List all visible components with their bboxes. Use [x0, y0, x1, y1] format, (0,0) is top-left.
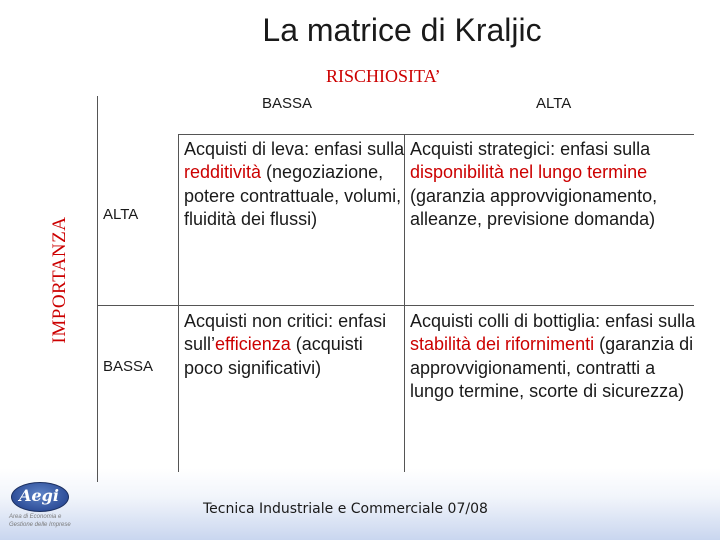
cell-title: Acquisti colli di bottiglia	[410, 311, 596, 331]
cell-highlight: redditività	[184, 162, 262, 183]
footer-caption: Tecnica Industriale e Commerciale 07/08	[203, 501, 488, 517]
cell-text: enfasi sulla	[560, 139, 651, 159]
cell-text: (acquisti poco significativi)	[184, 334, 363, 378]
col-header-low: BASSA	[262, 95, 313, 112]
cell-text: enfasi sulla	[605, 311, 696, 331]
logo-wordmark: Aegi	[19, 486, 59, 505]
logo-subtitle: Area di Economia e Gestione delle Imprese	[9, 514, 71, 528]
cell-leva: Acquisti di leva: enfasi sulla redditività (negoziazione, potere contrattuale, volumi, fluidità dei flussi)	[184, 139, 405, 230]
cell-text: (garanzia approvvigionamento, alleanze, previsione domanda)	[410, 185, 658, 230]
cell-strategici: Acquisti strategici: enfasi sulla disponibilità nel lungo termine (garanzia approvvigionamento, alleanze, previsione domanda)	[410, 139, 658, 230]
matrix-left-border	[97, 96, 98, 482]
cell-text: (negoziazione, potere contrattuale, volumi, fluidità dei flussi)	[184, 162, 402, 230]
row-header-high: ALTA	[103, 206, 139, 223]
matrix-middle-line	[97, 305, 694, 306]
cell-text: (garanzia di approvvigionamenti, contratti a lungo termine, scorte di sicurezza)	[410, 334, 694, 402]
cell-colli-bottiglia: Acquisti colli di bottiglia: enfasi sulla stabilità dei rifornimenti (garanzia di approvvigionamenti, contratti a lungo termine, scorte di sicurezza)	[410, 311, 696, 402]
cell-title: Acquisti strategici	[410, 139, 551, 159]
cell-title: Acquisti non critici	[184, 311, 329, 331]
cell-highlight: disponibilità nel lungo termine	[410, 162, 648, 183]
matrix-divider-rowlabels	[178, 134, 179, 472]
slide-title: La matrice di Kraljic	[262, 12, 542, 48]
matrix-top-line	[178, 134, 694, 135]
cell-non-critici: Acquisti non critici: enfasi sull’efficienza (acquisti poco significativi)	[184, 311, 387, 378]
axis-top-label: RISCHIOSITA’	[326, 66, 441, 86]
aegi-logo	[9, 482, 87, 534]
cell-highlight: efficienza	[215, 334, 291, 355]
col-header-high: ALTA	[536, 95, 572, 112]
axis-left-label: IMPORTANZA	[49, 216, 70, 344]
cell-highlight: stabilità dei rifornimenti	[410, 334, 595, 355]
row-header-low: BASSA	[103, 358, 154, 375]
cell-text: enfasi sull’	[184, 311, 387, 355]
cell-title: Acquisti di leva	[184, 139, 305, 159]
cell-text: enfasi sulla	[314, 139, 405, 159]
